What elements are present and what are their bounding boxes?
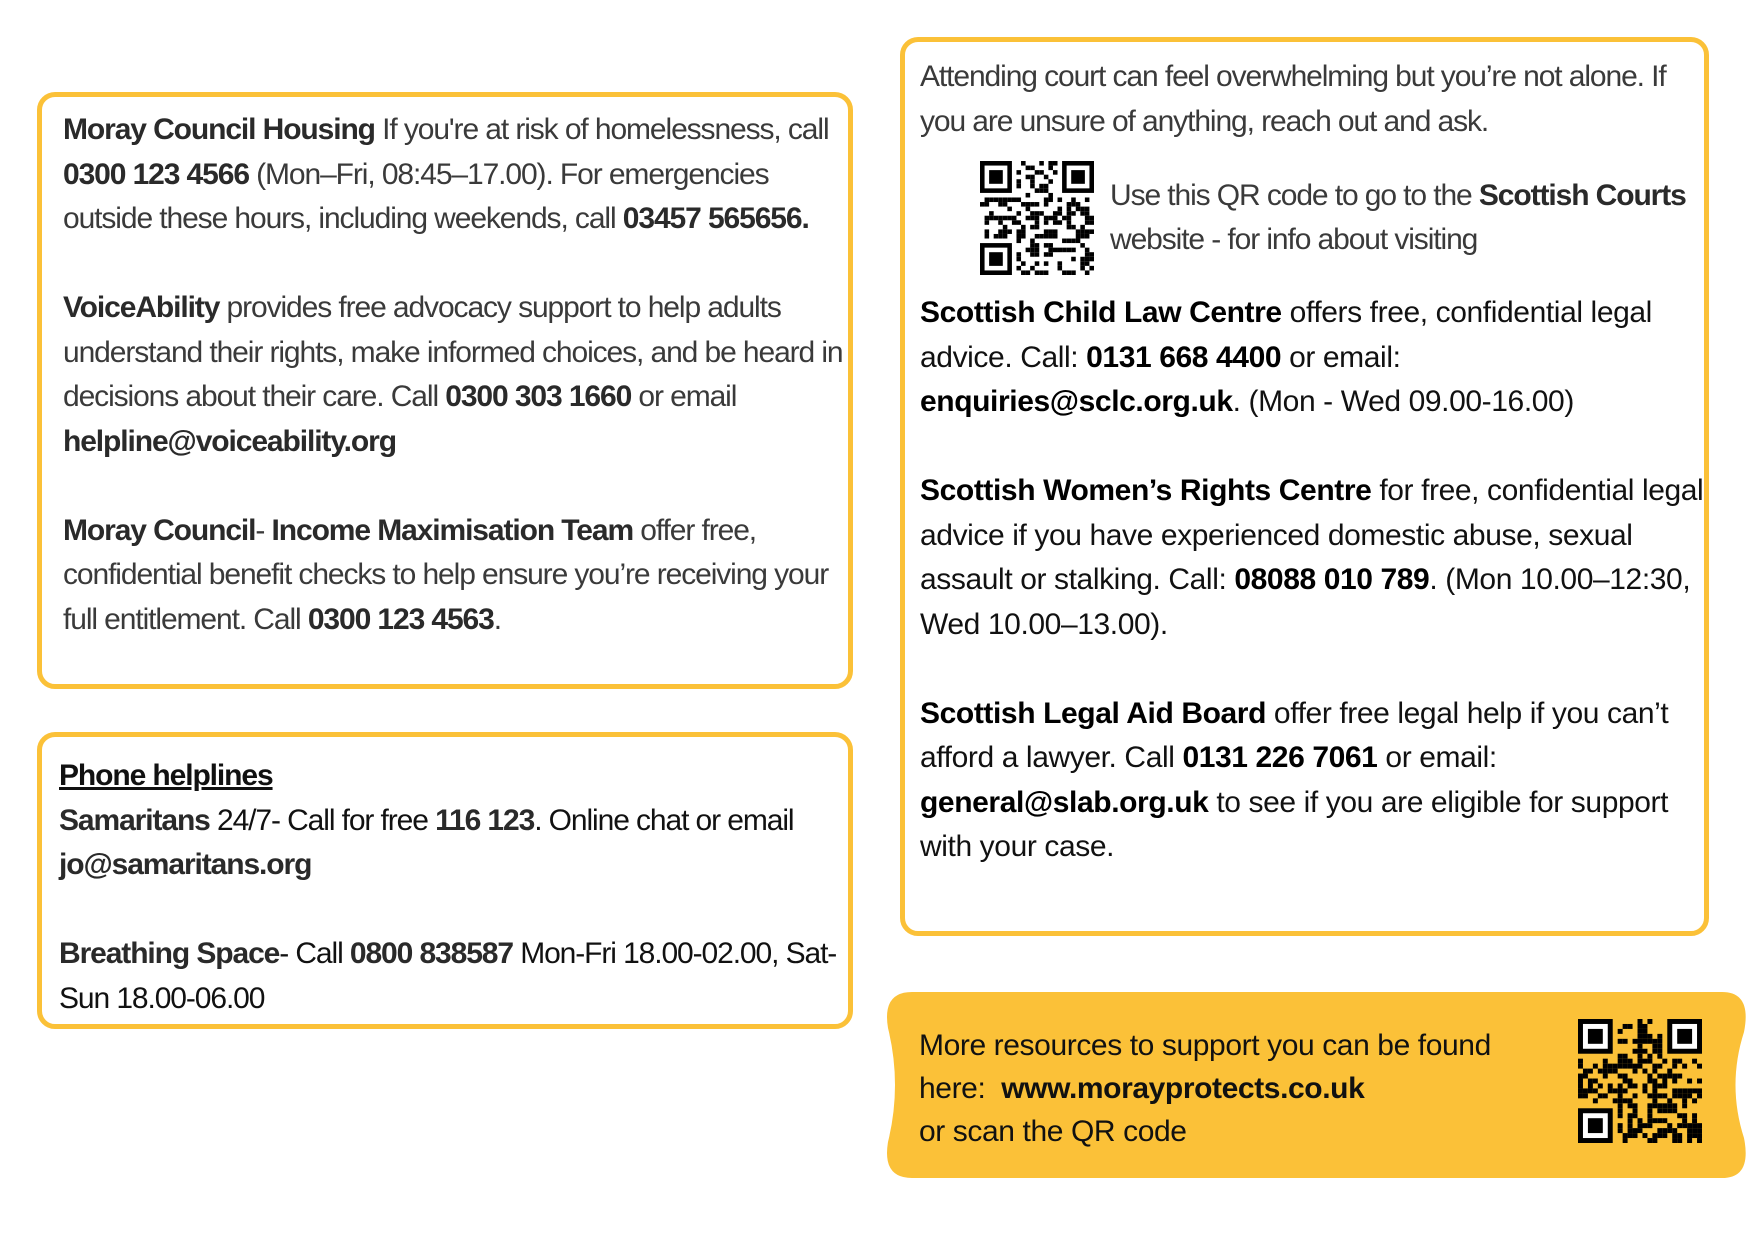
- womens-rights-entry: Scottish Women’s Rights Centre for free, confidential legal advice if you have experienced domestic abuse, sexual assault or stalking. Call: 08088 010 789. (Mon 10.00–12:30, Wed 10.00–13.00).: [920, 474, 1704, 641]
- samaritans-phone[interactable]: 116 123: [435, 803, 535, 837]
- voiceability-name: VoiceAbility: [63, 291, 220, 324]
- legal-aid-phone[interactable]: 0131 226 7061: [1182, 741, 1378, 774]
- voiceability-phone[interactable]: 0300 303 1660: [445, 380, 632, 413]
- child-law-phone[interactable]: 0131 668 4400: [1086, 340, 1282, 374]
- scottish-courts-link[interactable]: Scottish Courts: [1478, 178, 1686, 212]
- housing-name: Moray Council Housing: [63, 113, 375, 146]
- morayprotects-link[interactable]: www.morayprotects.co.uk: [1001, 1072, 1365, 1105]
- court-intro: Attending court can feel overwhelming but you’re not alone. If you are unsure of anything, reach out and ask.: [920, 60, 1666, 138]
- qr-code-icon[interactable]: [980, 161, 1094, 275]
- housing-emergency-phone[interactable]: 03457 565656.: [622, 202, 809, 235]
- child-law-name: Scottish Child Law Centre: [920, 296, 1282, 329]
- samaritans-entry: Samaritans 24/7- Call for free 116 123. Online chat or email jo@samaritans.org: [59, 803, 794, 881]
- courts-qr-caption: Use this QR code to go to the Scottish Courts website - for info about visiting: [1110, 178, 1686, 256]
- court-support-box: [900, 37, 1709, 936]
- more-resources-banner: [882, 992, 1747, 1178]
- income-team-entry: Moray Council- Income Maximisation Team offer free, confidential benefit checks to help ensure you’re receiving your full entitlement. Call 0300 123 4563.: [63, 513, 829, 636]
- voiceability-entry: VoiceAbility provides free advocacy support to help adults understand their rights, make informed choices, and be heard in decisions about their care. Call 0300 303 1660 or email helpline@voiceability.org: [63, 291, 843, 458]
- phone-helplines-heading: Phone helplines: [59, 759, 273, 792]
- child-law-email[interactable]: enquiries@sclc.org.uk: [920, 385, 1233, 418]
- legal-aid-name: Scottish Legal Aid Board: [920, 696, 1266, 730]
- phone-helplines-box: [37, 732, 853, 1029]
- samaritans-name: Samaritans: [59, 803, 210, 837]
- banner-text: More resources to support you can be found here: www.morayprotects.co.uk or scan the QR code: [919, 1029, 1491, 1148]
- income-team-name: Income Maximisation Team: [271, 513, 634, 547]
- breathing-space-entry: Breathing Space- Call 0800 838587 Mon-Fri 18.00-02.00, Sat-Sun 18.00-06.00: [59, 937, 837, 1015]
- voiceability-email[interactable]: helpline@voiceability.org: [63, 424, 396, 458]
- housing-entry: Moray Council Housing If you're at risk of homelessness, call 0300 123 4566 (Mon–Fri, 08:45–17.00). For emergencies outside these hours, including weekends, call 03457 565656.: [63, 113, 829, 235]
- income-phone[interactable]: 0300 123 4563: [307, 602, 494, 636]
- womens-rights-name: Scottish Women’s Rights Centre: [920, 474, 1372, 507]
- womens-rights-phone[interactable]: 08088 010 789: [1234, 563, 1430, 596]
- breathing-space-name: Breathing Space: [59, 937, 280, 970]
- income-org-name: Moray Council: [63, 513, 256, 547]
- legal-aid-email[interactable]: general@slab.org.uk: [920, 785, 1209, 819]
- samaritans-email[interactable]: jo@samaritans.org: [59, 848, 312, 881]
- qr-code-icon[interactable]: [1578, 1019, 1702, 1143]
- child-law-entry: Scottish Child Law Centre offers free, confidential legal advice. Call: 0131 668 4400 or email: enquiries@sclc.org.uk. (Mon - Wed 09.00-16.00): [920, 296, 1652, 418]
- housing-support-box: [37, 92, 853, 689]
- legal-aid-entry: Scottish Legal Aid Board offer free legal help if you can’t afford a lawyer. Call 0131 226 7061 or email: general@slab.org.uk to see if you are eligible for support with your case.: [920, 696, 1669, 863]
- courts-qr-row: [980, 161, 1704, 275]
- breathing-space-phone[interactable]: 0800 838587: [349, 937, 513, 970]
- housing-phone[interactable]: 0300 123 4566: [63, 157, 249, 191]
